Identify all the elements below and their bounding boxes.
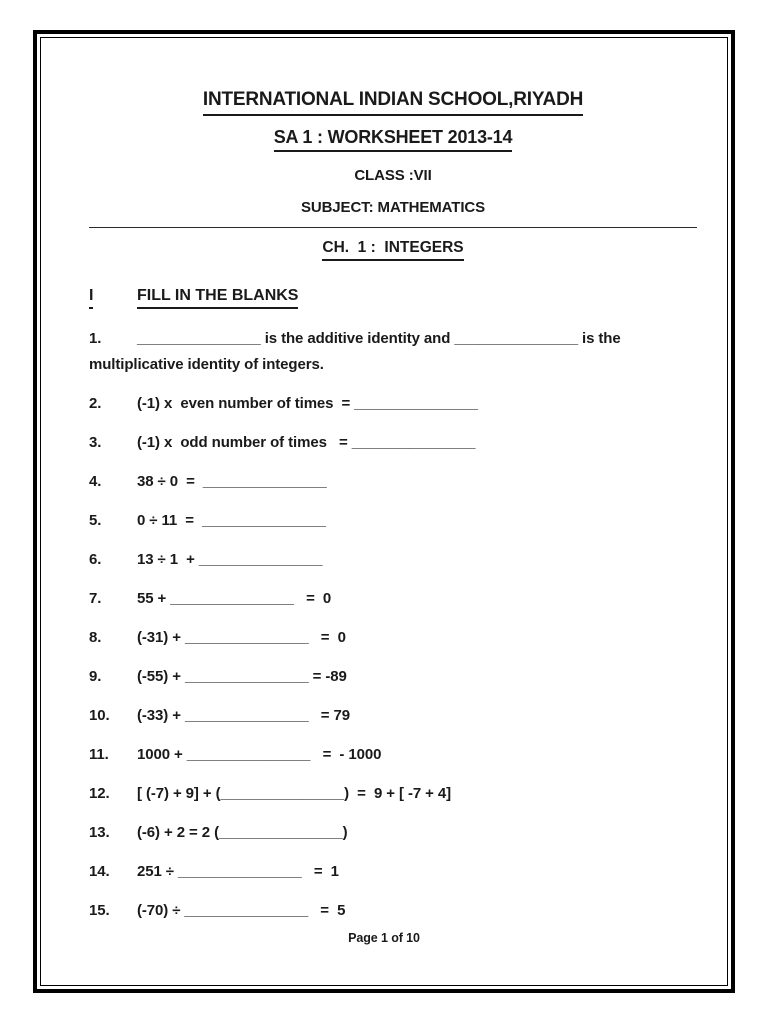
question-number: 1.: [89, 330, 102, 348]
question-item: [89, 391, 697, 417]
section-heading: [89, 287, 697, 309]
question-number: 9.: [89, 668, 102, 686]
question-item: [89, 430, 697, 456]
subject-line: SUBJECT: MATHEMATICS: [300, 199, 486, 217]
chapter-heading: CH. 1 : INTEGERS: [322, 239, 463, 261]
page-footer: Page 1 of 10: [348, 931, 420, 945]
questions-list: [89, 326, 697, 924]
question-text: (-1) x odd number of times = _______________: [137, 434, 476, 452]
question-item: [89, 664, 697, 690]
question-item: [89, 326, 697, 378]
header-divider: [89, 227, 697, 228]
question-text: [ (-7) + 9] + (_______________) = 9 + [ -7 + 4]: [137, 785, 452, 803]
question-item: [89, 703, 697, 729]
question-item: [89, 898, 697, 924]
question-number: 5.: [89, 512, 102, 530]
question-text: (-31) + _______________ = 0: [137, 629, 346, 647]
question-text: _______________ is the additive identity and _______________ is the multiplicative identity of integers.: [89, 330, 625, 374]
page-border-frame: [33, 30, 735, 993]
question-item: [89, 469, 697, 495]
school-title-row: [89, 88, 697, 116]
section-title: FILL IN THE BLANKS: [137, 287, 298, 309]
question-text: (-33) + _______________ = 79: [137, 707, 351, 725]
question-number: 8.: [89, 629, 102, 647]
question-text: (-55) + _______________ = -89: [137, 668, 347, 686]
question-text: (-6) + 2 = 2 (_______________): [137, 824, 348, 842]
question-text: 0 ÷ 11 = _______________: [137, 512, 326, 530]
question-text: 38 ÷ 0 = _______________: [137, 473, 327, 491]
question-text: (-70) ÷ _______________ = 5: [137, 902, 346, 920]
question-text: 13 ÷ 1 + _______________: [137, 551, 323, 569]
school-title: INTERNATIONAL INDIAN SCHOOL,RIYADH: [203, 88, 583, 116]
class-line: CLASS :VII: [354, 167, 432, 185]
worksheet-title-row: [89, 116, 697, 153]
section-number: I: [89, 287, 93, 309]
question-number: 10.: [89, 707, 110, 725]
question-item: [89, 859, 697, 885]
question-number: 14.: [89, 863, 110, 881]
question-item: [89, 586, 697, 612]
question-number: 2.: [89, 395, 102, 413]
question-text: 55 + _______________ = 0: [137, 590, 332, 608]
question-item: [89, 742, 697, 768]
question-number: 7.: [89, 590, 102, 608]
question-item: [89, 547, 697, 573]
question-number: 4.: [89, 473, 102, 491]
question-number: 3.: [89, 434, 102, 452]
question-number: 11.: [89, 746, 109, 764]
question-item: [89, 625, 697, 651]
question-number: 15.: [89, 902, 110, 920]
question-number: 6.: [89, 551, 102, 569]
question-text: (-1) x even number of times = _______________: [137, 395, 478, 413]
worksheet-page: [40, 37, 728, 986]
question-item: [89, 508, 697, 534]
question-item: [89, 820, 697, 846]
section-number-cell: [89, 287, 137, 309]
worksheet-title: SA 1 : WORKSHEET 2013-14: [274, 126, 513, 153]
question-text: 251 ÷ _______________ = 1: [137, 863, 339, 881]
question-item: [89, 781, 697, 807]
chapter-heading-row: [89, 239, 697, 261]
question-number: 13.: [89, 824, 110, 842]
page-content: [41, 38, 727, 924]
question-text: 1000 + _______________ = - 1000: [137, 746, 382, 764]
question-number: 12.: [89, 785, 110, 803]
